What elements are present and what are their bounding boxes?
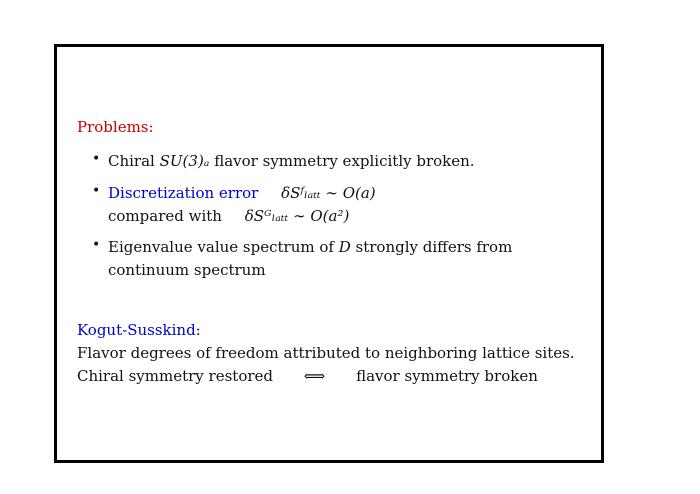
slide-frame: [54, 44, 604, 463]
problems-list: [77, 150, 577, 282]
bullet-icon: •: [92, 237, 101, 253]
ks-flavor-line: Flavor degrees of freedom attributed to neighboring lattice sites.: [77, 343, 575, 362]
chiral-restored-text: Chiral symmetry restored: [77, 367, 274, 385]
list-item: [77, 236, 577, 283]
bullet-line: [108, 236, 577, 259]
ks-chiral-line: [77, 365, 577, 388]
eigenvalue-text: Eigenvalue value spectrum of: [108, 238, 334, 256]
bullet-icon: •: [92, 182, 101, 199]
compared-text: compared with: [108, 206, 222, 225]
bullet-line: continuum spectrum: [108, 261, 266, 280]
double-arrow-icon: ⟺: [303, 367, 326, 385]
ks-section: [77, 319, 577, 389]
bullet-line: [108, 150, 577, 173]
slide-content: [77, 119, 577, 388]
problems-heading: Problems:: [77, 118, 154, 136]
dirac-operator-math: D: [338, 238, 351, 256]
su3-math: SU(3)ₐ: [159, 152, 210, 171]
flavor-broken-text: flavor symmetry broken: [356, 367, 538, 385]
ks-heading: Kogut-Susskind:: [77, 320, 201, 339]
list-item: [77, 150, 577, 173]
bullet-line: [108, 205, 577, 228]
discretization-label: Discretization error: [108, 183, 259, 202]
list-item: [77, 182, 577, 229]
flavor-text: flavor symmetry explicitly broken.: [214, 152, 475, 171]
chiral-text: Chiral: [108, 152, 155, 171]
bullet-line: [108, 182, 577, 205]
differs-text: strongly differs from: [355, 238, 513, 256]
gauge-action-math: δSᴳₗₐₜₜ ∼ O(a²): [244, 206, 350, 225]
bullet-icon: •: [92, 151, 101, 168]
fermion-action-math: δSᶠₗₐₜₜ ∼ O(a): [281, 183, 376, 202]
